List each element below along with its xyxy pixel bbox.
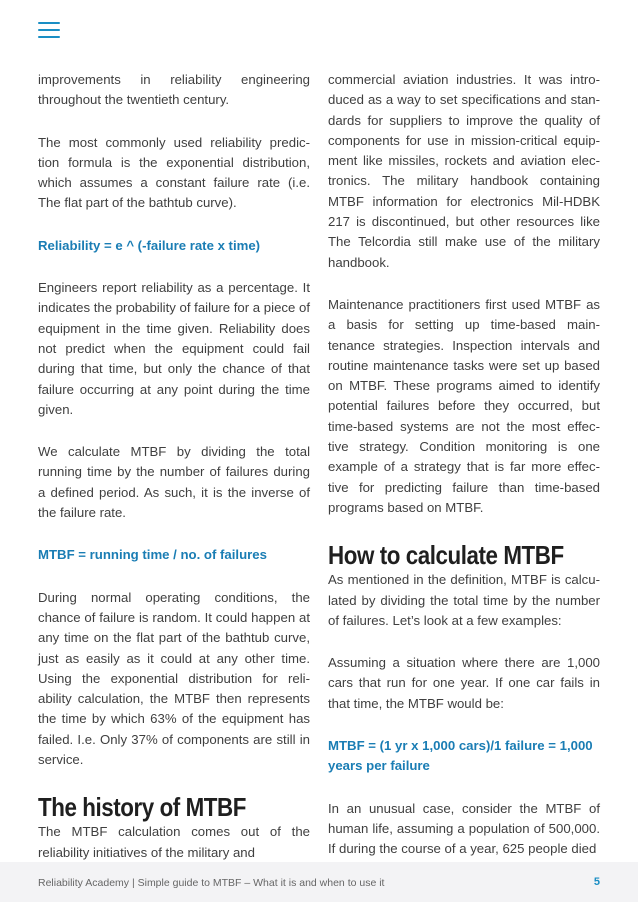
paragraph: The MTBF calculation comes out of the reliability initiatives of the military and: [38, 824, 310, 860]
section-heading-calculate: How to calculate MTBF: [328, 540, 564, 571]
paragraph: The most commonly used reliability predic- tion formula is the exponential distribution, which assumes a constant failure rate (i.e. The flat part of the bathtub curve).: [38, 134, 310, 211]
page-footer: [0, 862, 638, 902]
mtbf-example-formula: MTBF = (1 yr x 1,000 cars)/1 failure = 1,000 years per failure: [328, 738, 593, 774]
paragraph: Maintenance practitioners first used MTBF as a basis for setting up time-based main- tenance strategies. Inspection intervals and routine maintenance tasks were set up based on MTBF. These programs aimed to identify potential failures before they occurred, but time-based systems are not the most effec- tive strategy. Condition monitoring is one example of a strategy that is far more effec- tive for predicting failure than time-based programs based on MTBF.: [328, 296, 600, 515]
menu-bar: [38, 29, 60, 31]
section-heading-history: The history of MTBF: [38, 792, 246, 823]
paragraph: commercial aviation industries. It was intro- duced as a way to set specifications and stan- dards for suppliers to improve the quality of components for use in mission-critical equip- ment like missiles, rockets and aviation elec- tronics. The military handbook containing MTBF information for electronics Mil-HDBK 217 is discontinued, but other resources like The Telcordia still make use of the military handbook.: [328, 72, 600, 270]
paragraph: Engineers report reliability as a percentage. It indicates the probability of failure for a piece of equipment in the time given. Reliability does not predict when the equipment could fail during that time, but only the chance of that failure occurring at any point during the time given.: [38, 280, 310, 417]
menu-bar: [38, 22, 60, 24]
reliability-formula: Reliability = e ^ (-failure rate x time): [38, 237, 261, 253]
paragraph: During normal operating conditions, the chance of failure is random. It could happen at any time on the flat part of the bathtub curve, just as easily as it could at any other time. Using the exponential distribution for reli- ability calculation, the MTBF then represents the time by which 63% of the equipment has failed. I.e. Only 37% of components are still in service.: [38, 589, 310, 768]
menu-bar: [38, 36, 60, 38]
paragraph: Assuming a situation where there are 1,000 cars that run for one year. If one car fails in that time, the MTBF would be:: [328, 655, 600, 711]
paragraph: As mentioned in the definition, MTBF is calcu- lated by dividing the total time by the number of failures. Let’s look at a few examples:: [328, 572, 600, 628]
mtbf-formula: MTBF = running time / no. of failures: [38, 547, 267, 563]
paragraph: In an unusual case, consider the MTBF of human life, assuming a population of 500,000. If during the course of a year, 625 people died: [328, 800, 600, 857]
footer-text: Reliability Academy | Simple guide to MTBF – What it is and when to use it: [38, 877, 385, 889]
page-number: 5: [593, 876, 600, 888]
left-column: [38, 70, 310, 885]
paragraph: improvements in reliability engineering throughout the twentieth century.: [38, 72, 310, 108]
right-column: [328, 70, 600, 882]
paragraph: We calculate MTBF by dividing the total running time by the number of failures during a defined period. As such, it is the inverse of the failure rate.: [38, 444, 310, 521]
hamburger-menu-icon[interactable]: [38, 22, 60, 38]
